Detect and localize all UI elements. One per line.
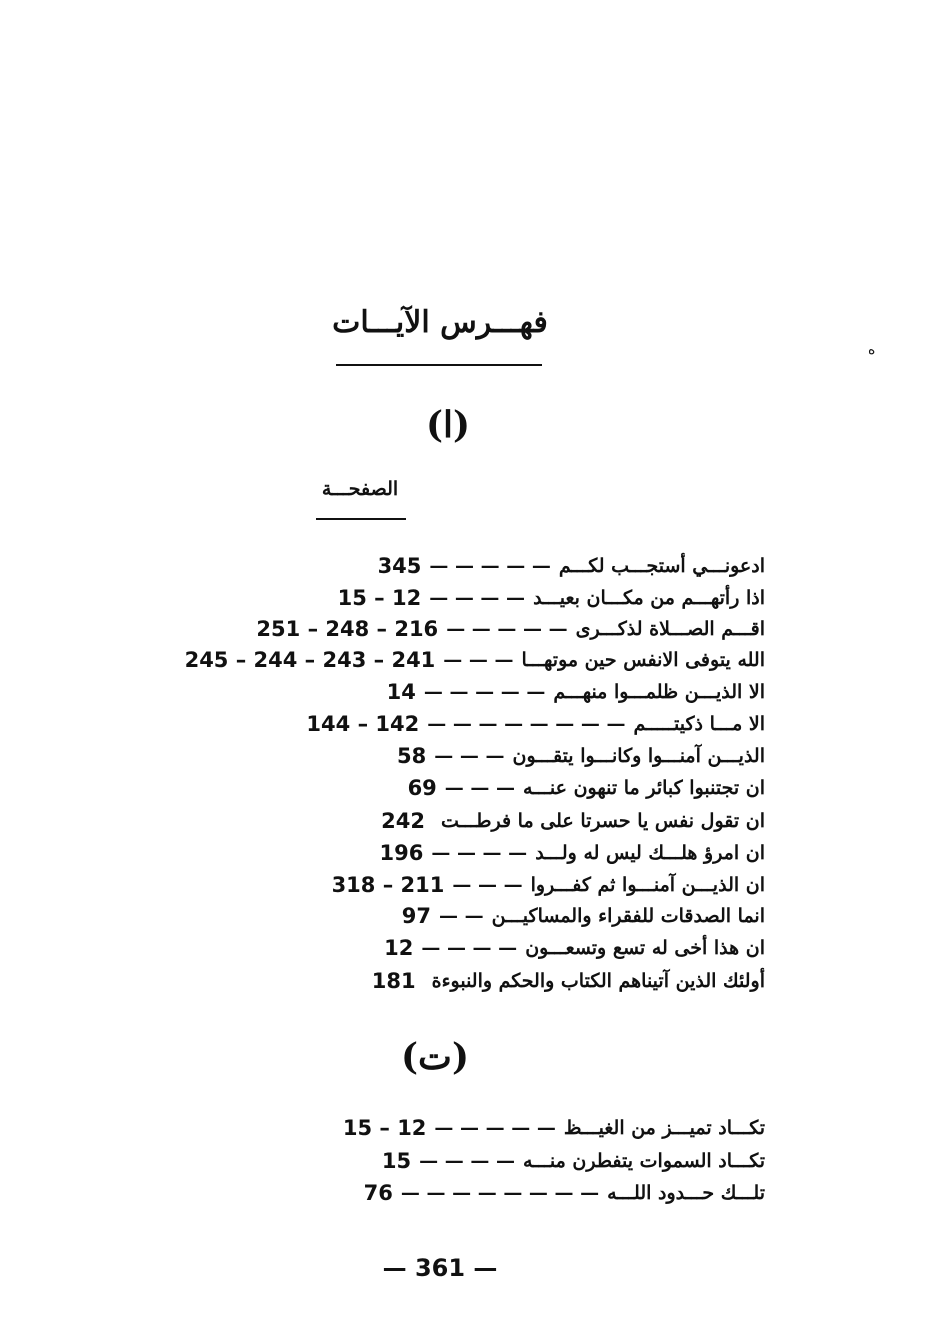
stray-mark: ه bbox=[868, 342, 876, 358]
entry-verse: ان امرؤ هلـــك ليس له ولـــد bbox=[535, 842, 765, 864]
index-entry bbox=[60, 741, 765, 771]
entry-pages: 181 bbox=[371, 969, 416, 993]
index-entry bbox=[60, 901, 765, 931]
index-entry bbox=[60, 614, 765, 644]
entry-pages: 76 bbox=[363, 1181, 393, 1205]
entry-leader: — — — — bbox=[431, 842, 528, 864]
index-entry bbox=[60, 870, 765, 900]
index-entry bbox=[60, 1113, 765, 1143]
index-entry bbox=[60, 1178, 765, 1208]
entry-leader: — — — — — — — — bbox=[427, 713, 626, 735]
entry-pages: 58 bbox=[397, 744, 427, 768]
entry-pages: 15 – 12 bbox=[337, 586, 422, 610]
entry-verse: تكـــاد تميـــز من الغيـــظ bbox=[563, 1117, 765, 1139]
entry-leader: — — — — — bbox=[429, 555, 551, 577]
entry-pages: 245 – 244 – 243 – 241 bbox=[184, 648, 436, 672]
entry-verse: تكـــاد السموات يتفطرن منـــه bbox=[522, 1150, 765, 1172]
entry-leader: — — — — bbox=[419, 1150, 515, 1172]
section-heading-alif: (ا) bbox=[425, 404, 471, 446]
entry-pages: 97 bbox=[401, 904, 431, 928]
index-entry bbox=[60, 709, 765, 739]
entry-pages: 69 bbox=[407, 776, 437, 800]
index-entry bbox=[60, 583, 765, 613]
entry-leader: — — — — — bbox=[423, 681, 546, 703]
entry-verse: تلـــك حـــدود اللـــه bbox=[607, 1182, 765, 1204]
entry-pages: 345 bbox=[377, 554, 422, 578]
entry-verse: الذيـــن آمنـــوا وكانـــوا يتقـــون bbox=[512, 745, 765, 767]
entry-leader: — — — — bbox=[429, 587, 526, 609]
page-number: — 361 — bbox=[382, 1254, 498, 1282]
index-entry bbox=[60, 966, 765, 996]
entry-verse: ان تجتنبوا كبائر ما تنهون عنـــه bbox=[523, 777, 765, 799]
entry-verse: الا مـــا ذكيتـــــم bbox=[633, 713, 765, 735]
entry-verse: الا الذيـــن ظلمـــوا منهـــم bbox=[553, 681, 765, 703]
entry-pages: 144 – 142 bbox=[306, 712, 420, 736]
entry-verse: انما الصدقات للفقراء والمساكيـــن bbox=[491, 905, 765, 927]
entry-leader: — — — bbox=[443, 649, 514, 671]
index-entry bbox=[60, 551, 765, 581]
entry-pages: 15 bbox=[381, 1149, 412, 1173]
entry-pages: 14 bbox=[386, 680, 416, 704]
entry-verse: ان هذا أخى له تسع وتسعـــون bbox=[525, 937, 765, 959]
section-heading-ta: (ت) bbox=[401, 1036, 469, 1078]
entry-leader: — — — bbox=[444, 777, 516, 799]
index-entry bbox=[60, 1146, 765, 1176]
entry-verse: اقـــم الصـــلاة لذكـــرى bbox=[575, 618, 765, 640]
entry-leader: — — — — — bbox=[446, 618, 568, 640]
entry-verse: أولئك الذين آتيناهم الكتاب والحكم والنبوءة bbox=[431, 970, 765, 992]
entry-verse: ادعونـــي أستجـــب لكـــم bbox=[558, 555, 765, 577]
entry-verse: ان تقول نفس يا حسرتا على ما فرطـــت bbox=[441, 810, 765, 832]
entry-verse: ان الذيـــن آمنـــوا ثم كفـــروا bbox=[530, 874, 765, 896]
index-entry bbox=[60, 677, 765, 707]
entry-pages: 242 bbox=[381, 809, 426, 833]
index-entry bbox=[60, 773, 765, 803]
entry-pages: 15 – 12 bbox=[342, 1116, 427, 1140]
entry-leader: — — — bbox=[434, 745, 505, 767]
entry-leader: — — — — bbox=[421, 937, 518, 959]
page-title: فهـــرس الآيـــات bbox=[332, 305, 548, 340]
entry-leader: — — — bbox=[452, 874, 523, 896]
entry-pages: 251 – 248 – 216 bbox=[256, 617, 439, 641]
page-column-header: الصفحـــة bbox=[321, 478, 399, 500]
title-underline bbox=[336, 364, 542, 366]
page-column-underline bbox=[316, 518, 406, 520]
entry-verse: اذا رأتهـــم من مكـــان بعيـــد bbox=[533, 587, 765, 609]
entry-pages: 196 bbox=[379, 841, 424, 865]
entry-leader: — — — — — bbox=[434, 1117, 556, 1139]
entry-pages: 318 – 211 bbox=[331, 873, 445, 897]
entry-verse: الله يتوفى الانفس حين موتهـــا bbox=[521, 649, 765, 671]
entry-leader: — — bbox=[439, 905, 484, 927]
index-entry bbox=[60, 806, 765, 836]
index-entry bbox=[60, 933, 765, 963]
entry-leader: — — — — — — — — bbox=[400, 1182, 600, 1204]
entry-pages: 12 bbox=[384, 936, 414, 960]
index-entry bbox=[60, 645, 765, 675]
index-entry bbox=[60, 838, 765, 868]
